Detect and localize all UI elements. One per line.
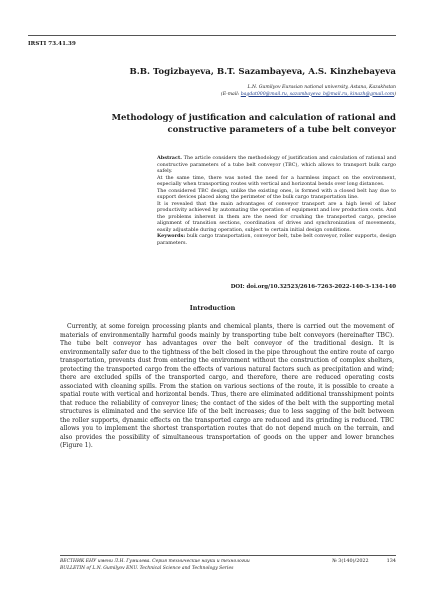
issue-number: № 3(140)/2022 <box>332 558 369 564</box>
introduction-paragraph: Currently, at some foreign processing plants and chemical plants, there is carried out the movement of materials of environmentally harmful goods mainly by transporting tube belt conveyors (hereinafter TBC). The tube belt conveyor has advantages over the belt conveyor of the traditional design. It is environmentally safer due to the tightness of the belt closed in the pipe throughout the entire route of cargo transportation, prevents dust from entering the environment without the construction of complex shelters, protecting the transported cargo from the effects of various natural factors such as precipitation and wind; there are excluded spills of the transported cargo, and therefore, there are reduced operating costs associated with cleaning spills. From the station on various sections of the route, it is possible to create a spatial route with vertical and horizontal bends. Thus, there are eliminated additional transshipment points that reduce the reliability of conveyor lines; the contact of the sides of the belt with the supporting metal structures is eliminated and the service life of the belt increases; due to less sagging of the belt between the roller supports, dynamic effects on the transported cargo are reduced and its grinding is reduced. TBC allows you to implement the shortest transportation routes that do not depend much on the terrain, and also provides the possibility of simultaneous transportation of goods on the upper and lower branches (Figure 1). <box>60 323 394 449</box>
page-number: 134 <box>386 558 396 564</box>
abstract-paragraph-4: It is revealed that the main advantages of conveyor transport are a high level of labor productivity achieved by automating the operation of equipment and low production costs. And the problems inherent in them are the need for crushing the transported cargo, precise alignment of transition sections, coordination of drives and synchronization of movements, easily adjustable during operation, subject to certain initial design conditions. <box>157 200 396 233</box>
abstract-paragraph-3: The considered TBC design, unlike the existing ones, is formed with a closed belt hay due to support devices placed along the perimeter of the bulk cargo transportation line. <box>157 187 396 200</box>
journal-footer-names <box>60 558 250 572</box>
abstract-text-1: The article considers the methodology of justification and calculation of rational and constructive parameters of a tube belt conveyor (TBC), which allows to transport bulk cargo safely. <box>157 155 396 174</box>
article-title: Methodology of justification and calculation of rational and constructive parameters of a tube belt conveyor <box>111 113 396 135</box>
email-links[interactable]: bagdat000@mail.ru, sazambayeva_b@mail.ru, kinazh@gmail.com <box>240 91 395 97</box>
journal-name-en: BULLETIN of L.N. Gumilyov ENU. Technical Science and Technology Series <box>60 566 234 571</box>
journal-name-ru: ВЕСТНИК ЕНУ имени Л.Н. Гумилева. Серия технические науки и технологии <box>60 559 250 564</box>
irsti-code: IRSTI 73.41.39 <box>28 41 76 47</box>
email-prefix: (E-mail: <box>220 91 241 97</box>
keywords-paragraph <box>157 233 396 246</box>
affiliation-university: L.N. Gumilyov Eurasian national university, Astana, Kazakhstan <box>247 85 396 90</box>
keywords-text: bulk cargo transportation, conveyor belt, tube belt conveyor, roller supports, design parameters. <box>157 233 396 246</box>
abstract-paragraph-2: At the same time, there was noted the need for a harmless impact on the environment, especially when transporting routes with vertical and horizontal bends over long distances. <box>157 174 396 187</box>
affiliation-block <box>221 85 396 98</box>
section-heading-introduction: Introduction <box>189 304 236 312</box>
abstract-block <box>157 155 396 246</box>
author-list: B.B. Togizbayeva, B.T. Sazambayeva, A.S. Kinzhebayeva <box>129 67 396 77</box>
footer-issue-page <box>332 558 396 564</box>
header-rule <box>28 35 396 36</box>
footer-rule <box>60 555 396 556</box>
doi-link[interactable]: DOI: doi.org/10.32523/2616-7263-2022-140-3-134-140 <box>230 284 396 290</box>
abstract-paragraph-1 <box>157 155 396 175</box>
email-suffix: ) <box>394 91 396 97</box>
abstract-label: Abstract. <box>157 155 182 161</box>
keywords-label: Keywords: <box>157 233 186 239</box>
affiliation-emails-line <box>221 92 396 99</box>
